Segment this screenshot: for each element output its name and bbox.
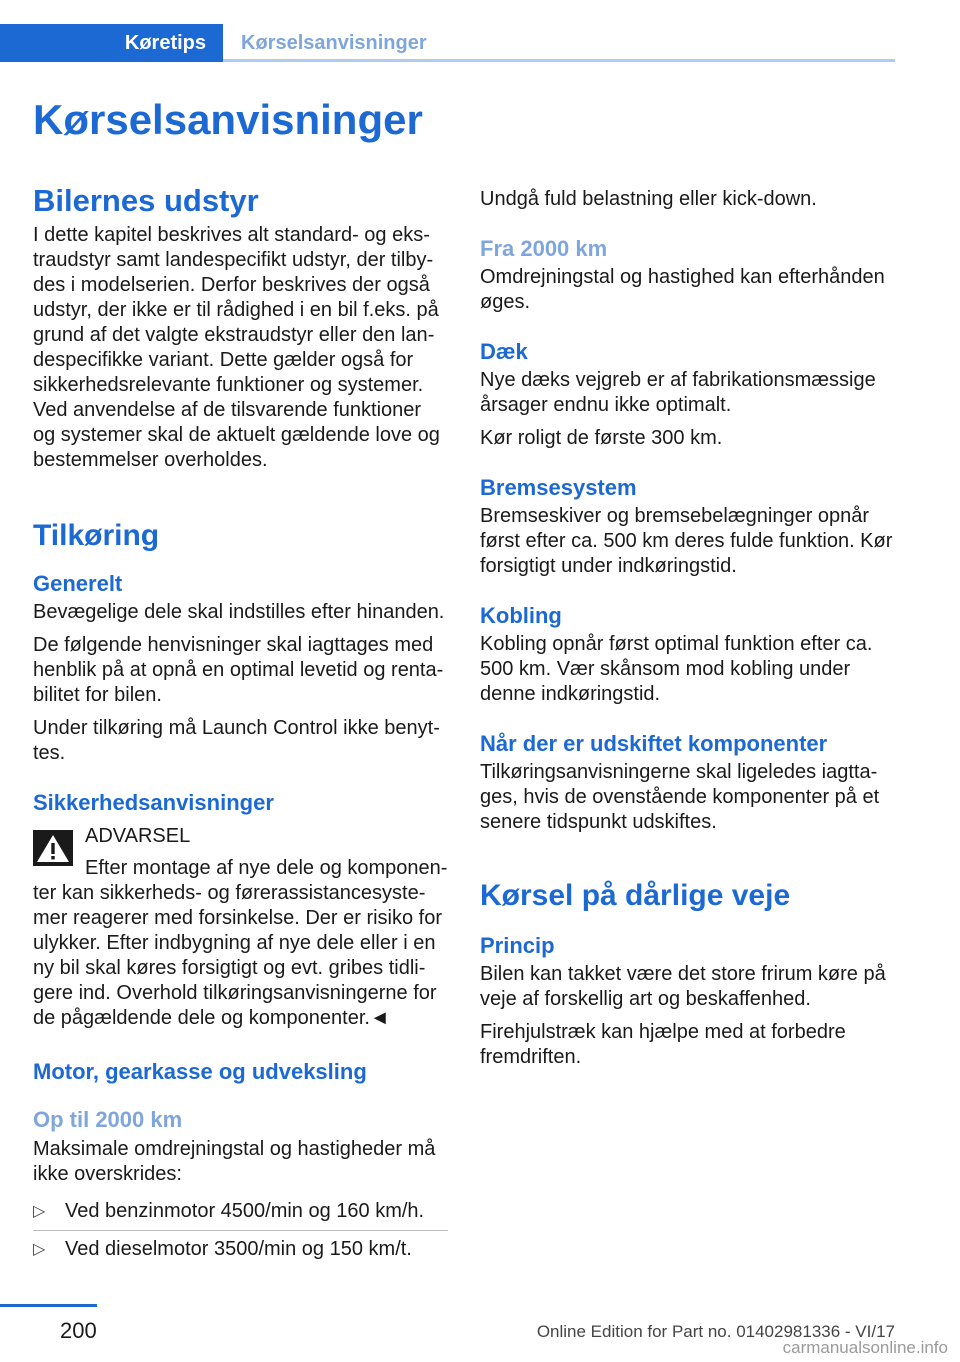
heading-bremsesystem: Bremsesystem bbox=[480, 475, 637, 500]
header-tabbar bbox=[0, 24, 895, 62]
tab-koerselsanvisninger-label: Kørselsanvisninger bbox=[241, 32, 427, 54]
paragraph-generelt-2: De følgende henvisninger skal iagttages med henblik på at opnå en optimal levetid og rentabilitet for bilen. bbox=[33, 634, 444, 706]
watermark-text: carmanualsonline.info bbox=[782, 1338, 948, 1357]
speed-limit-list bbox=[33, 1199, 448, 1262]
footer-accent-line bbox=[0, 1304, 97, 1307]
paragraph-daek-2: Kør roligt de første 300 km. bbox=[480, 427, 723, 449]
triangle-bullet-icon: ▷ bbox=[33, 1241, 46, 1258]
paragraph-princip-2: Firehjulstræk kan hjælpe med at forbedre fremdriften. bbox=[480, 1021, 846, 1068]
edition-text: Online Edition for Part no. 01402981336 - VI/17 bbox=[536, 1322, 895, 1341]
section-title-bilernes-udstyr: Bilernes udstyr bbox=[33, 183, 259, 218]
heading-kobling: Kobling bbox=[480, 603, 562, 628]
paragraph-kobling: Kobling opnår først optimal funktion efter ca. 500 km. Vær skånsom mod kobling under denne indkøringstid. bbox=[480, 633, 873, 705]
section-title-koersel-daarlige-veje: Kørsel på dårlige veje bbox=[480, 879, 791, 912]
warning-text: Efter montage af nye dele og komponenter kan sikkerheds- og førerassistancesystemer reagerer med forsinkelse. Der er risiko for ulykker. Efter indbygning af nye dele eller i en ny bil skal køres forsigtigt og evt. gribes tidligere ind. Overhold tilkøringsanvisningerne for de pågældende dele og komponenter.◄ bbox=[33, 857, 448, 1029]
paragraph-princip-1: Bilen kan takket være det store frirum køre på veje af forskellig art og beskaffenhed. bbox=[480, 963, 886, 1010]
paragraph-komponenter: Tilkøringsanvisningerne skal ligeledes iagttages, hvis de ovenstående komponenter på et senere tidspunkt udskiftes. bbox=[480, 761, 880, 833]
list-item-text: Ved dieselmotor 3500/min og 150 km/t. bbox=[65, 1238, 412, 1260]
page-title: Kørselsanvisninger bbox=[33, 96, 423, 143]
paragraph-fra-2000: Omdrejningstal og hastighed kan efterhånden øges. bbox=[480, 266, 885, 313]
warning-triangle-icon bbox=[33, 830, 73, 866]
heading-fra-2000-km: Fra 2000 km bbox=[480, 236, 608, 261]
left-column bbox=[33, 183, 448, 1262]
tab-koerselsanvisninger[interactable] bbox=[241, 24, 427, 62]
tab-underline bbox=[223, 59, 895, 62]
section-title-tilkoering: Tilkøring bbox=[33, 519, 160, 552]
page-number: 200 bbox=[60, 1318, 97, 1343]
list-item-text: Ved benzinmotor 4500/min og 160 km/h. bbox=[65, 1200, 425, 1222]
list-divider bbox=[33, 1230, 448, 1231]
heading-sikkerhedsanvisninger: Sikkerhedsanvisninger bbox=[33, 790, 274, 815]
warning-block bbox=[33, 824, 448, 1031]
paragraph-udstyr: I dette kapitel beskrives alt standard- og ekstraudstyr samt landespecifikt udstyr, der tilbydes i modelserien. Derfor beskrives der også udstyr, der ikke er til rådighed i en bil f.eks. på grund af det valgte ekstraudstyr eller den landespecifikke variant. Dette gælder også for sikkerhedsrelevante funktioner og systemer. Ved anvendelse af de tilsvarende funktioner og systemer skal de aktuelt gældende love og bestemmelser overholdes. bbox=[33, 224, 440, 471]
paragraph-daek-1: Nye dæks vejgreb er af fabrikationsmæssige årsager endnu ikke optimalt. bbox=[480, 369, 876, 416]
list-item bbox=[33, 1237, 448, 1262]
right-column bbox=[480, 183, 895, 1070]
triangle-bullet-icon: ▷ bbox=[33, 1203, 46, 1220]
paragraph-bremsesystem: Bremseskiver og bremsebelægninger opnår først efter ca. 500 km deres fulde funktion. Kør forsigtigt under indkøringstid. bbox=[480, 505, 893, 577]
heading-daek: Dæk bbox=[480, 339, 528, 364]
heading-op-til-2000-km: Op til 2000 km bbox=[33, 1107, 183, 1132]
heading-motor-gearkasse: Motor, gearkasse og udveksling bbox=[33, 1059, 367, 1084]
heading-udskiftet-komponenter: Når der er udskiftet komponenter bbox=[480, 731, 828, 756]
paragraph-generelt-1: Bevægelige dele skal indstilles efter hinanden. bbox=[33, 601, 445, 623]
paragraph-op-til-2000: Maksimale omdrejningstal og hastigheder må ikke overskrides: bbox=[33, 1138, 436, 1185]
paragraph-fuld-belastning: Undgå fuld belastning eller kick-down. bbox=[480, 188, 817, 210]
warning-title: ADVARSEL bbox=[85, 825, 191, 847]
list-item bbox=[33, 1199, 448, 1224]
tab-koeretips-label: Køretips bbox=[124, 31, 206, 54]
heading-princip: Princip bbox=[480, 933, 555, 958]
heading-generelt: Generelt bbox=[33, 571, 123, 596]
tab-koeretips[interactable] bbox=[0, 24, 223, 62]
paragraph-generelt-3: Under tilkøring må Launch Control ikke benyttes. bbox=[33, 717, 440, 764]
